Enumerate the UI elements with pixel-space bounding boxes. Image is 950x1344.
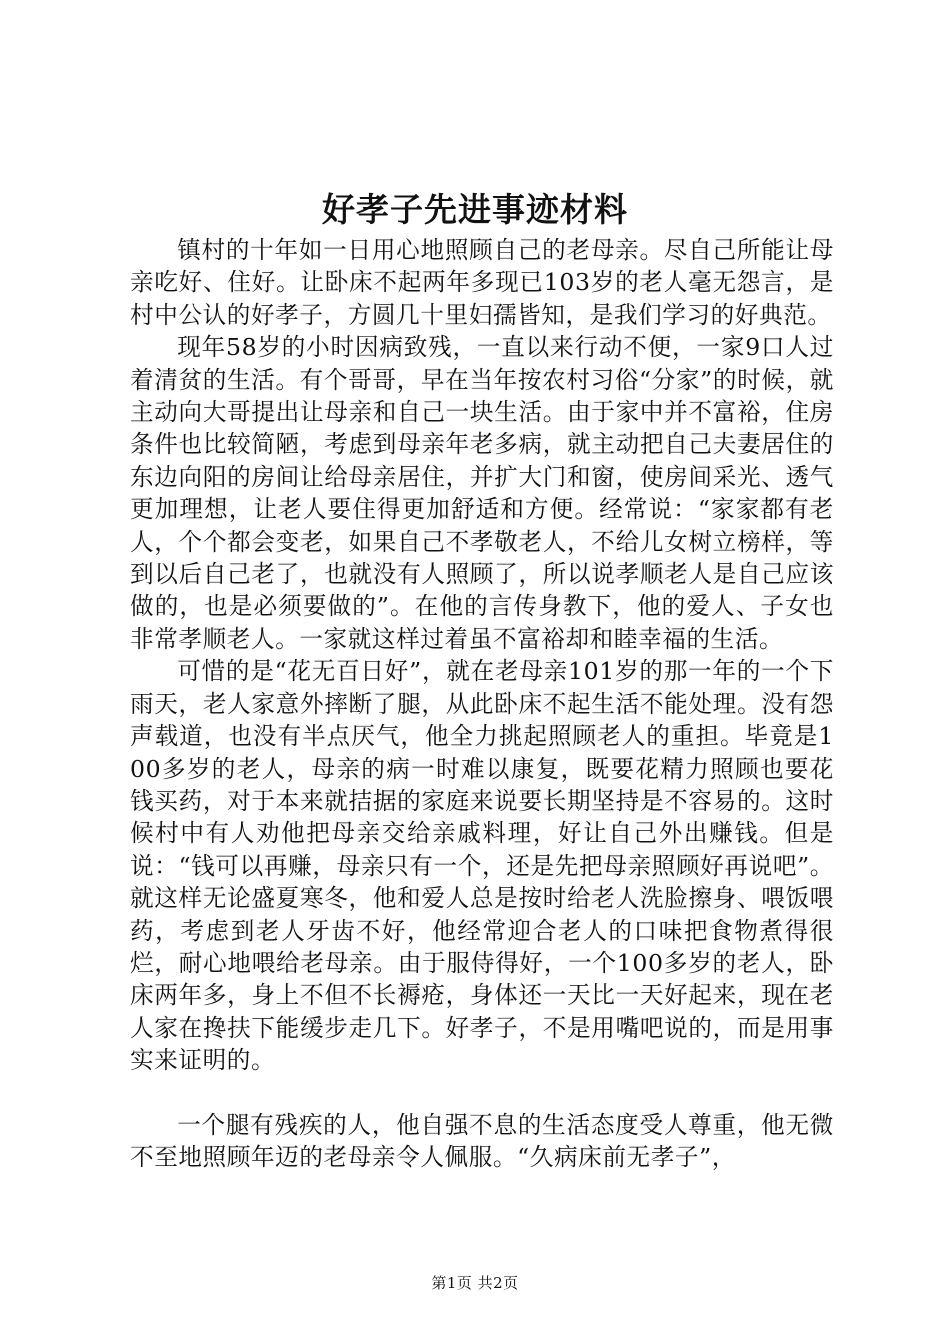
paragraph-gap — [130, 1077, 834, 1109]
paragraph-4: 一个腿有残疾的人，他自强不息的生活态度受人尊重，他无微不至地照顾年迈的老母亲令人佩服。“久病床前无孝子”， — [130, 1110, 834, 1171]
paragraph-1: 镇村的十年如一日用心地照顾自己的老母亲。尽自己所能让母亲吃好、住好。让卧床不起两年多现已103岁的老人毫无怨言，是村中公认的好孝子，方圆几十里妇孺皆知，是我们学习的好典范。 — [130, 236, 834, 329]
document-title: 好孝子先进事迹材料 — [322, 190, 628, 229]
paragraph-3: 可惜的是“花无百日好”，就在老母亲101岁的那一年的一个下雨天，老人家意外摔断了腿，从此卧床不起生活不能处理。没有怨声载道，也没有半点厌气，他全力挑起照顾老人的重担。毕竟是100多岁的老人，母亲的病一时难以康复，既要花精力照顾也要花钱买药，对于本来就拮据的家庭来说要长期坚持是不容易的。这时候村中有人劝他把母亲交给亲戚料理，好让自己外出赚钱。但是说：“钱可以再赚，母亲只有一个，还是先把母亲照顾好再说吧”。就这样无论盛夏寒冬，他和爱人总是按时给老人洗脸擦身、喂饭喂药，考虑到老人牙齿不好，他经常迎合老人的口味把食物煮得很烂，耐心地喂给老母亲。由于服侍得好，一个100多岁的老人，卧床两年多，身上不但不长褥疮，身体还一天比一天好起来，现在老人家在搀扶下能缓步走几下。好孝子，不是用嘴吧说的，而是用事实来证明的。 — [130, 657, 834, 1075]
paragraph-2: 现年58岁的小时因病致残，一直以来行动不便，一家9口人过着清贫的生活。有个哥哥，早在当年按农村习俗“分家”的时候，就主动向大哥提出让母亲和自己一块生活。由于家中并不富裕，住房条件也比较简陋，考虑到母亲年老多病，就主动把自己夫妻居住的东边向阳的房间让给母亲居住，并扩大门和窗，使房间采光、透气更加理想，让老人要住得更加舒适和方便。经常说：“家家都有老人，个个都会变老，如果自己不孝敬老人，不给儿女树立榜样，等到以后自己老了，也就没有人照顾了，所以说孝顺老人是自己应该做的，也是必须要做的”。在他的言传身教下，他的爱人、子女也非常孝顺老人。一家就这样过着虽不富裕却和睦幸福的生活。 — [130, 333, 834, 653]
page-footer: 第1页 共2页 — [431, 1274, 519, 1292]
document-body — [130, 234, 834, 1173]
